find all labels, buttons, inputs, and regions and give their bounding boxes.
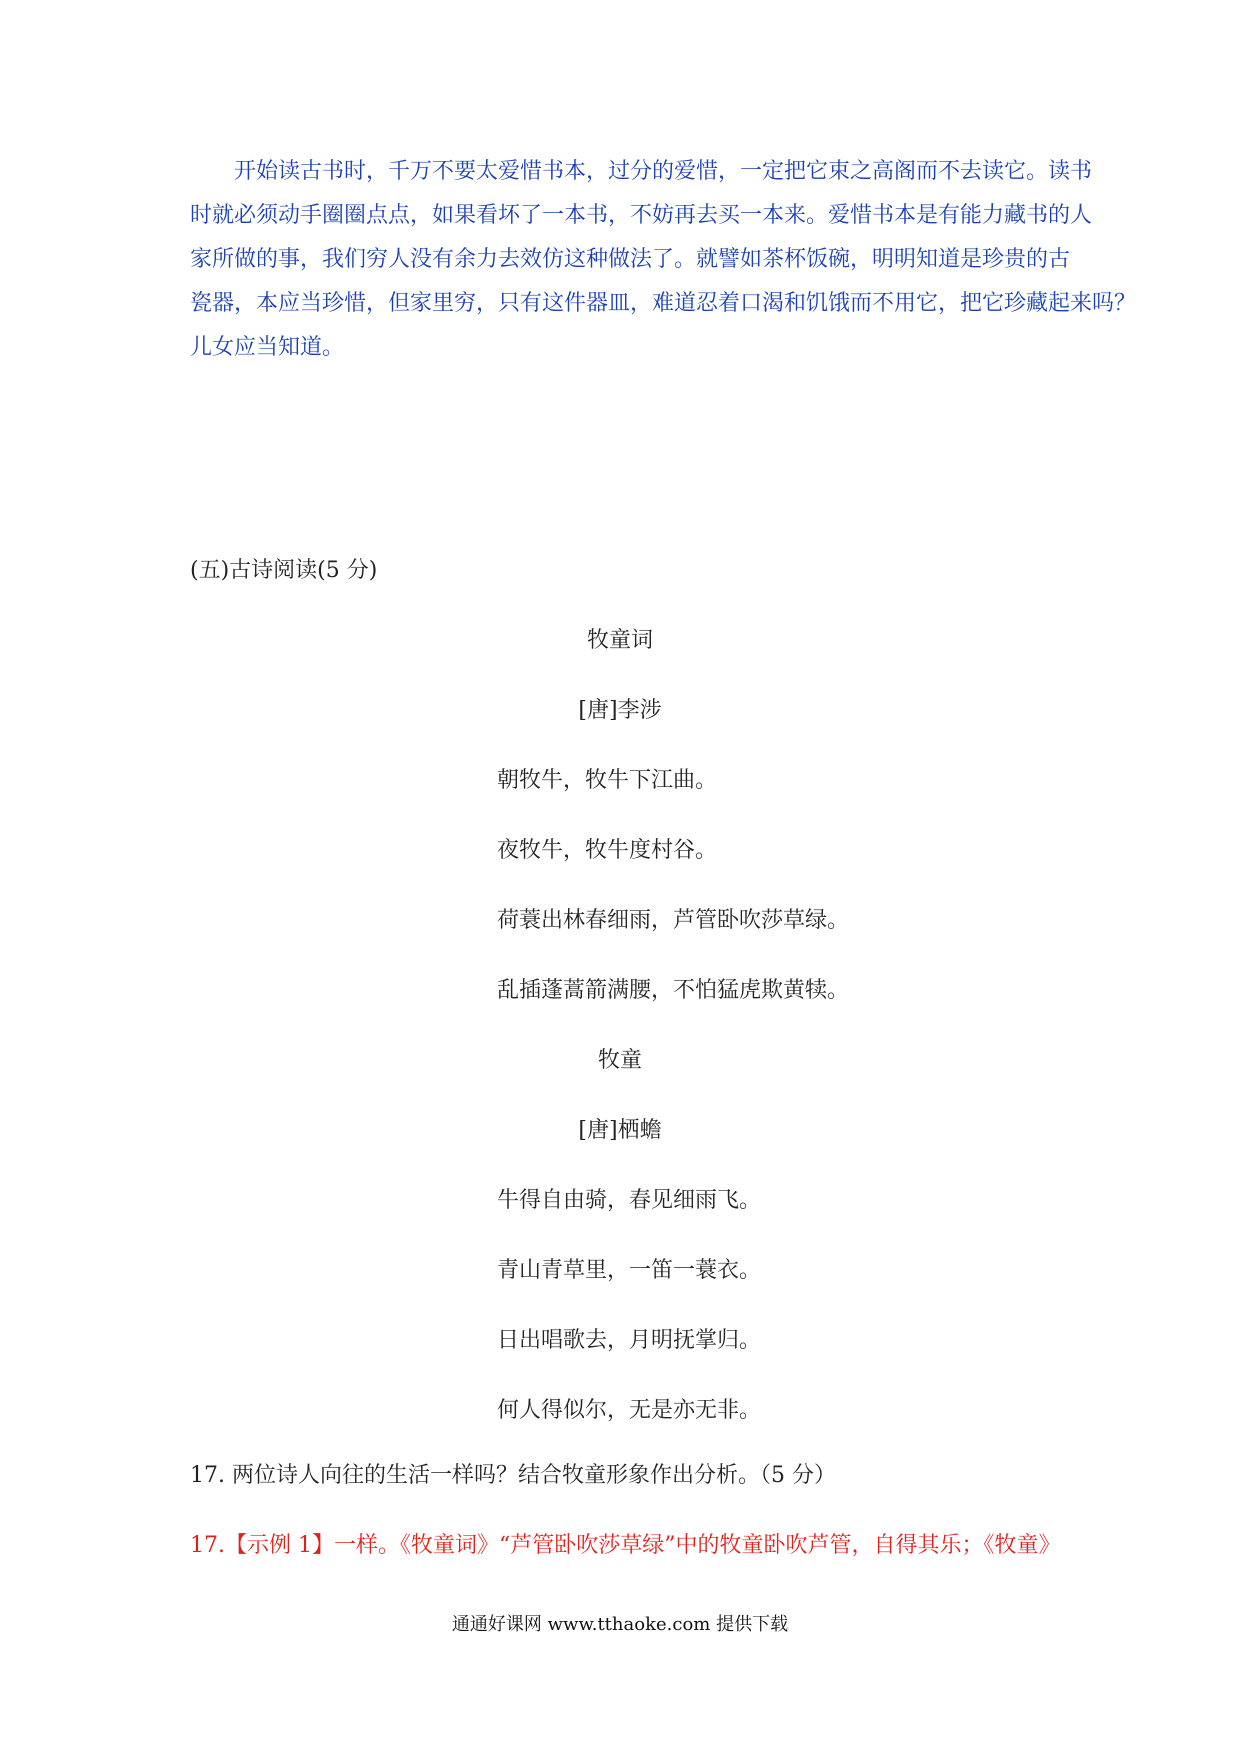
- poem1-line: 荷蓑出林春细雨，芦管卧吹莎草绿。: [497, 908, 850, 933]
- poem1-line: 朝牧牛，牧牛下江曲。: [497, 768, 718, 793]
- poem2-line: 青山青草里，一笛一蓑衣。: [497, 1258, 762, 1283]
- passage-line: 儿女应当知道。: [190, 335, 345, 360]
- passage-paragraph: [190, 150, 1137, 370]
- poem2-title: 牧童: [597, 1048, 642, 1073]
- answer-17: 17.【示例 1】一样。《牧童词》“芦管卧吹莎草绿”中的牧童卧吹芦管，自得其乐；《牧童》: [190, 1533, 1061, 1558]
- poem1-line: 乱插蓬蒿箭满腰，不怕猛虎欺黄犊。: [497, 978, 850, 1003]
- poem2-author: [唐]栖蟾: [578, 1118, 662, 1143]
- poem2-line: 日出唱歌去，月明抚掌归。: [497, 1328, 762, 1353]
- passage-line: 瓷器，本应当珍惜，但家里穷，只有这件器皿，难道忍着口渴和饥饿而不用它，把它珍藏起来吗？: [190, 291, 1137, 316]
- poem1-author: [唐]李涉: [578, 698, 662, 723]
- passage-line: 时就必须动手圈圈点点，如果看坏了一本书，不妨再去买一本来。爱惜书本是有能力藏书的人: [190, 203, 1093, 228]
- passage-line: 家所做的事，我们穷人没有余力去效仿这种做法了。就譬如茶杯饭碗，明明知道是珍贵的古: [190, 247, 1071, 272]
- poem2-line: 何人得似尔，无是亦无非。: [497, 1398, 762, 1423]
- poem1-title: 牧童词: [586, 628, 653, 653]
- page-footer: 通通好课网 www.tthaoke.com 提供下载: [451, 1614, 789, 1635]
- poem2-line: 牛得自由骑，春见细雨飞。: [497, 1188, 762, 1213]
- section-heading: (五)古诗阅读(5 分): [190, 558, 378, 583]
- passage-line: 开始读古书时，千万不要太爱惜书本，过分的爱惜，一定把它束之高阁而不去读它。读书: [234, 159, 1093, 184]
- question-17: 17. 两位诗人向往的生活一样吗？结合牧童形象作出分析。（5 分）: [190, 1463, 836, 1488]
- poem1-line: 夜牧牛，牧牛度村谷。: [497, 838, 718, 863]
